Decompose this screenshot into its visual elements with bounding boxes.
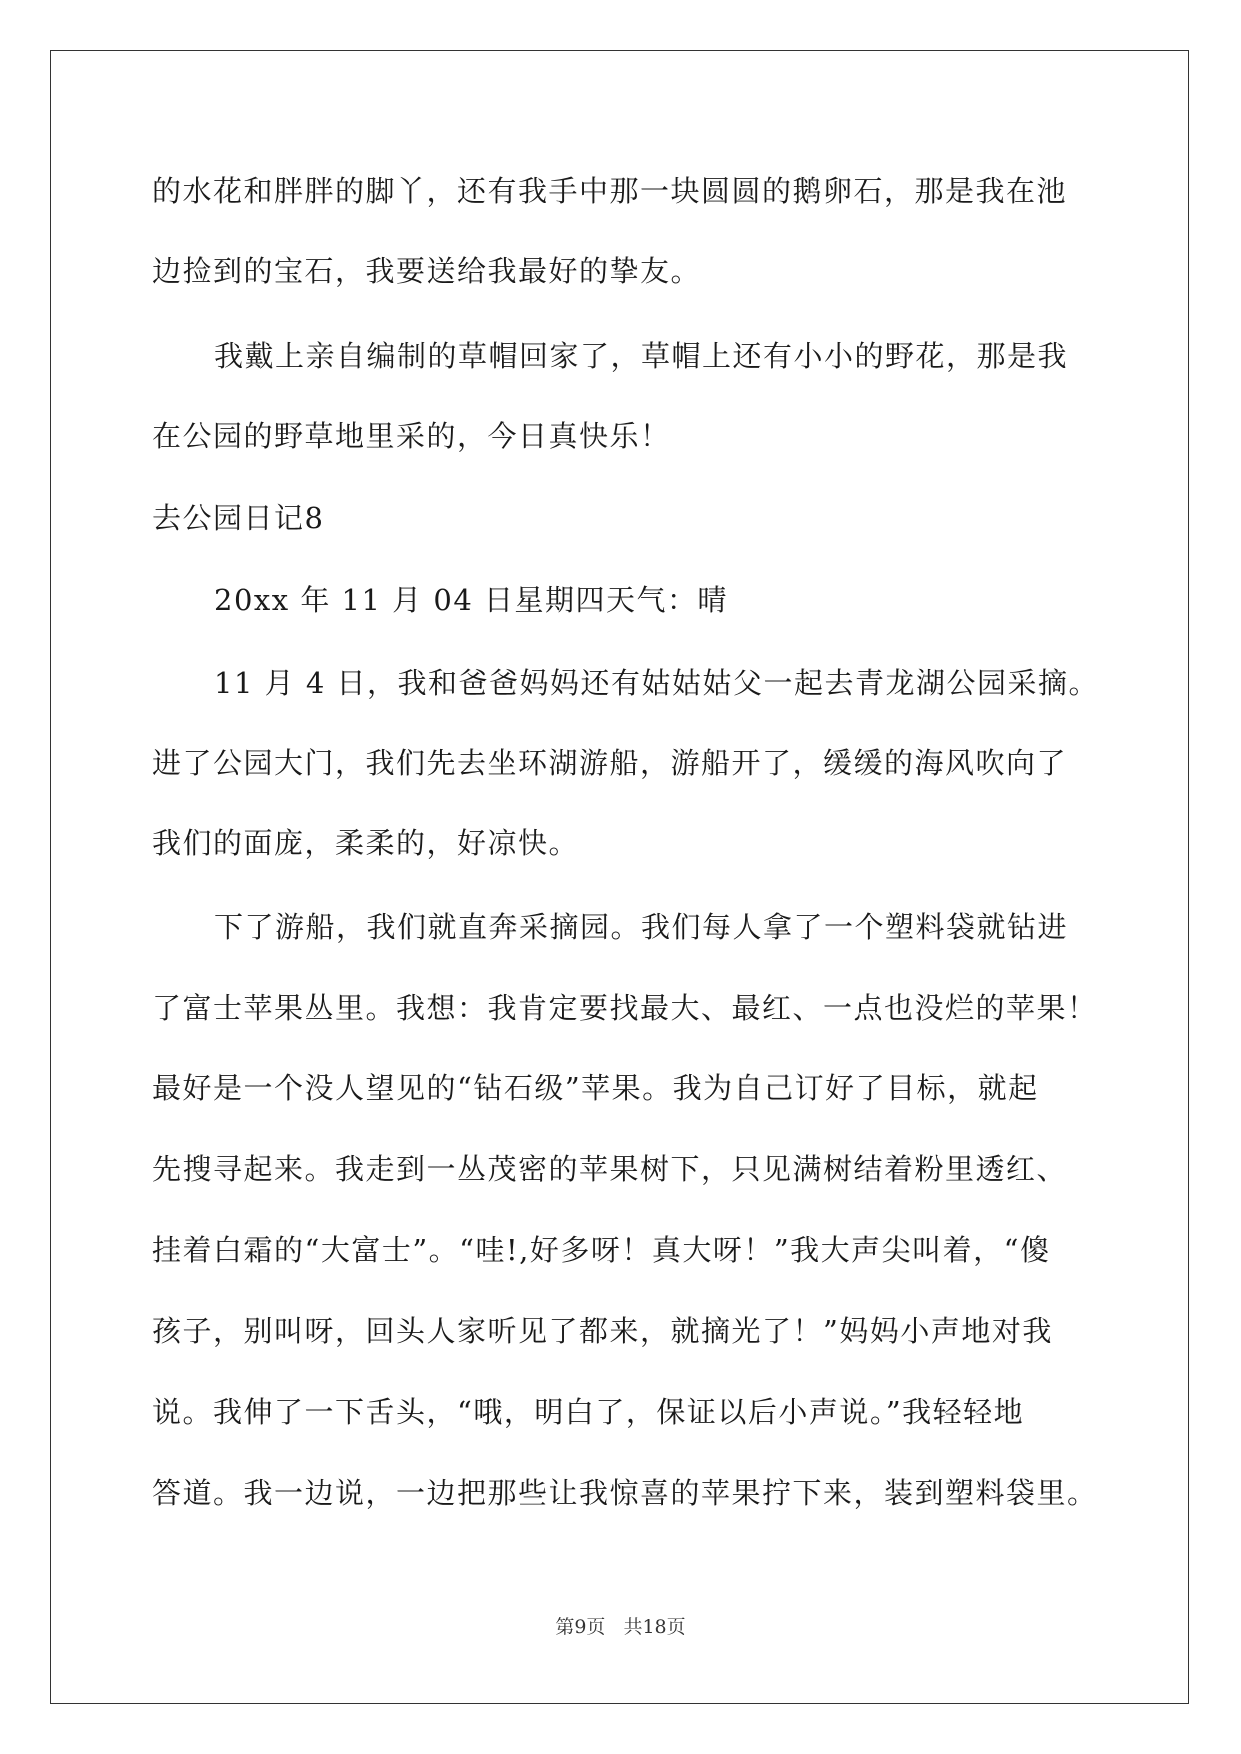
section-heading: 去公园日记8 (152, 501, 325, 535)
paragraph-line: 答道。我一边说，一边把那些让我惊喜的苹果拧下来，装到塑料袋里。 (152, 1476, 1098, 1510)
paragraph-line: 挂着白霜的“大富士”。“哇!,好多呀！真大呀！”我大声尖叫着，“傻 (152, 1233, 1051, 1267)
paragraph-line: 了富士苹果丛里。我想：我肯定要找最大、最红、一点也没烂的苹果！ (152, 991, 1098, 1025)
diary-date-line: 20xx 年 11 月 04 日星期四天气：晴 (214, 583, 729, 617)
page-footer (0, 1612, 1241, 1639)
paragraph-line: 在公园的野草地里采的，今日真快乐！ (152, 419, 671, 453)
paragraph-line: 我们的面庞，柔柔的，好凉快。 (152, 826, 580, 860)
paragraph-line: 的水花和胖胖的脚丫，还有我手中那一块圆圆的鹅卵石，那是我在池 (152, 174, 1068, 208)
paragraph-line: 进了公园大门，我们先去坐环湖游船，游船开了，缓缓的海风吹向了 (152, 746, 1068, 780)
paragraph-line: 下了游船，我们就直奔采摘园。我们每人拿了一个塑料袋就钻进 (214, 910, 1069, 944)
page-number: 第9页 (555, 1616, 606, 1638)
paragraph-line: 先搜寻起来。我走到一丛茂密的苹果树下，只见满树结着粉里透红、 (152, 1152, 1068, 1186)
page-border (50, 50, 1189, 1704)
paragraph-line: 我戴上亲自编制的草帽回家了，草帽上还有小小的野花，那是我 (214, 339, 1069, 373)
paragraph-line: 说。我伸了一下舌头，“哦，明白了，保证以后小声说。”我轻轻地 (152, 1395, 1025, 1429)
paragraph-line: 最好是一个没人望见的“钻石级”苹果。我为自己订好了目标，就起 (152, 1071, 1039, 1105)
paragraph-line: 边捡到的宝石，我要送给我最好的挚友。 (152, 254, 702, 288)
paragraph-line: 11 月 4 日，我和爸爸妈妈还有姑姑姑父一起去青龙湖公园采摘。 (214, 666, 1100, 700)
page-total: 共18页 (623, 1616, 686, 1638)
paragraph-line: 孩子，别叫呀，回头人家听见了都来，就摘光了！”妈妈小声地对我 (152, 1314, 1053, 1348)
